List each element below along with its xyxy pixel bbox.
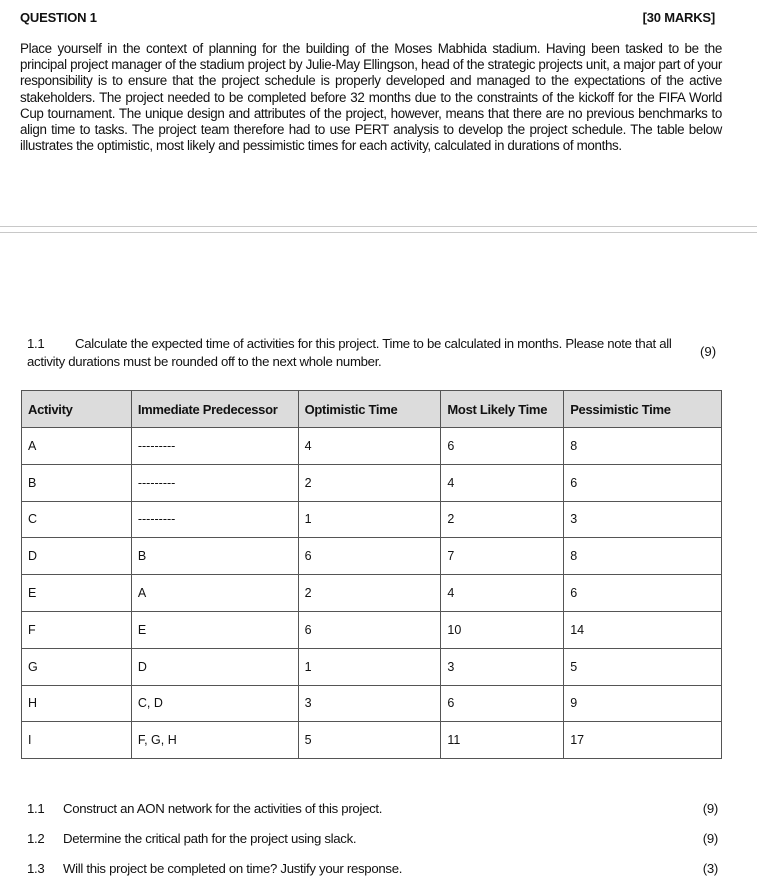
cell-activity: D <box>22 538 132 575</box>
question-number: 1.1 <box>27 801 45 816</box>
cell-most-likely: 10 <box>441 611 564 648</box>
cell-most-likely: 4 <box>441 464 564 501</box>
table-row <box>22 538 722 575</box>
cell-activity: A <box>22 428 132 465</box>
cell-activity: I <box>22 722 132 759</box>
table-row <box>22 464 722 501</box>
cell-optimistic: 2 <box>298 464 441 501</box>
question-number: 1.2 <box>27 831 45 846</box>
cell-pessimistic: 6 <box>564 464 722 501</box>
cell-predecessor: D <box>131 648 298 685</box>
cell-predecessor: --------- <box>131 464 298 501</box>
question-marks: [30 MARKS] <box>642 10 715 25</box>
cell-most-likely: 2 <box>441 501 564 538</box>
cell-activity: F <box>22 611 132 648</box>
cell-optimistic: 3 <box>298 685 441 722</box>
cell-optimistic: 6 <box>298 611 441 648</box>
sub-question-marks: (9) <box>700 344 717 359</box>
question-header <box>20 10 715 28</box>
cell-most-likely: 11 <box>441 722 564 759</box>
cell-predecessor: C, D <box>131 685 298 722</box>
cell-most-likely: 6 <box>441 685 564 722</box>
question-title: QUESTION 1 <box>20 10 97 25</box>
cell-predecessor: E <box>131 611 298 648</box>
table-row <box>22 428 722 465</box>
table-row <box>22 685 722 722</box>
cell-most-likely: 6 <box>441 428 564 465</box>
question-marks: (9) <box>702 801 718 816</box>
cell-activity: G <box>22 648 132 685</box>
question-marks: (9) <box>702 831 718 846</box>
table-row <box>22 648 722 685</box>
cell-activity: H <box>22 685 132 722</box>
cell-pessimistic: 5 <box>564 648 722 685</box>
sub-question-number: 1.1 <box>27 336 45 351</box>
header-activity: Activity <box>22 391 132 428</box>
cell-pessimistic: 8 <box>564 428 722 465</box>
question-marks: (3) <box>702 861 718 876</box>
header-predecessor: Immediate Predecessor <box>131 391 298 428</box>
header-pessimistic: Pessimistic Time <box>564 391 722 428</box>
table-row <box>22 501 722 538</box>
cell-optimistic: 4 <box>298 428 441 465</box>
table-row <box>22 722 722 759</box>
section-divider-top <box>0 226 757 227</box>
cell-pessimistic: 8 <box>564 538 722 575</box>
cell-predecessor: F, G, H <box>131 722 298 759</box>
cell-optimistic: 1 <box>298 648 441 685</box>
cell-pessimistic: 14 <box>564 611 722 648</box>
cell-optimistic: 2 <box>298 575 441 612</box>
cell-pessimistic: 3 <box>564 501 722 538</box>
header-optimistic: Optimistic Time <box>298 391 441 428</box>
cell-predecessor: --------- <box>131 501 298 538</box>
question-number: 1.3 <box>27 861 45 876</box>
cell-optimistic: 1 <box>298 501 441 538</box>
pert-table <box>21 390 722 759</box>
table-row <box>22 611 722 648</box>
cell-pessimistic: 6 <box>564 575 722 612</box>
cell-activity: C <box>22 501 132 538</box>
cell-most-likely: 3 <box>441 648 564 685</box>
cell-activity: E <box>22 575 132 612</box>
cell-most-likely: 4 <box>441 575 564 612</box>
cell-pessimistic: 9 <box>564 685 722 722</box>
section-divider-bottom <box>0 232 757 233</box>
cell-most-likely: 7 <box>441 538 564 575</box>
table-header-row <box>22 391 722 428</box>
sub-question-text: Calculate the expected time of activities for this project. Time to be calculated in months. Please note that all activity durations must be rounded off to the next whole number. <box>27 336 672 369</box>
cell-predecessor: A <box>131 575 298 612</box>
cell-optimistic: 5 <box>298 722 441 759</box>
cell-predecessor: B <box>131 538 298 575</box>
question-text: Determine the critical path for the project using slack. <box>63 831 357 846</box>
question-text: Construct an AON network for the activities of this project. <box>63 801 383 816</box>
table-row <box>22 575 722 612</box>
cell-activity: B <box>22 464 132 501</box>
header-most-likely: Most Likely Time <box>441 391 564 428</box>
sub-question-1-1 <box>27 335 687 370</box>
intro-paragraph: Place yourself in the context of planning for the building of the Moses Mabhida stadium. Having been tasked to be the principal project manager of the stadium project by Julie-May Ellingson, head of the strategic projects unit, a major part of your responsibility is to ensure that the project schedule is properly developed and managed to the expectations of the active stakeholders. The project needed to be completed before 32 months due to the constraints of the kickoff for the FIFA World Cup tournament. The unique design and attributes of the project, however, means that there are no previous benchmarks to align time to tasks. The project team therefore had to use PERT analysis to develop the project schedule. The table below illustrates the optimistic, most likely and pessimistic times for each activity, calculated in durations of months. <box>20 41 722 154</box>
cell-predecessor: --------- <box>131 428 298 465</box>
cell-pessimistic: 17 <box>564 722 722 759</box>
cell-optimistic: 6 <box>298 538 441 575</box>
question-text: Will this project be completed on time? Justify your response. <box>63 861 403 876</box>
